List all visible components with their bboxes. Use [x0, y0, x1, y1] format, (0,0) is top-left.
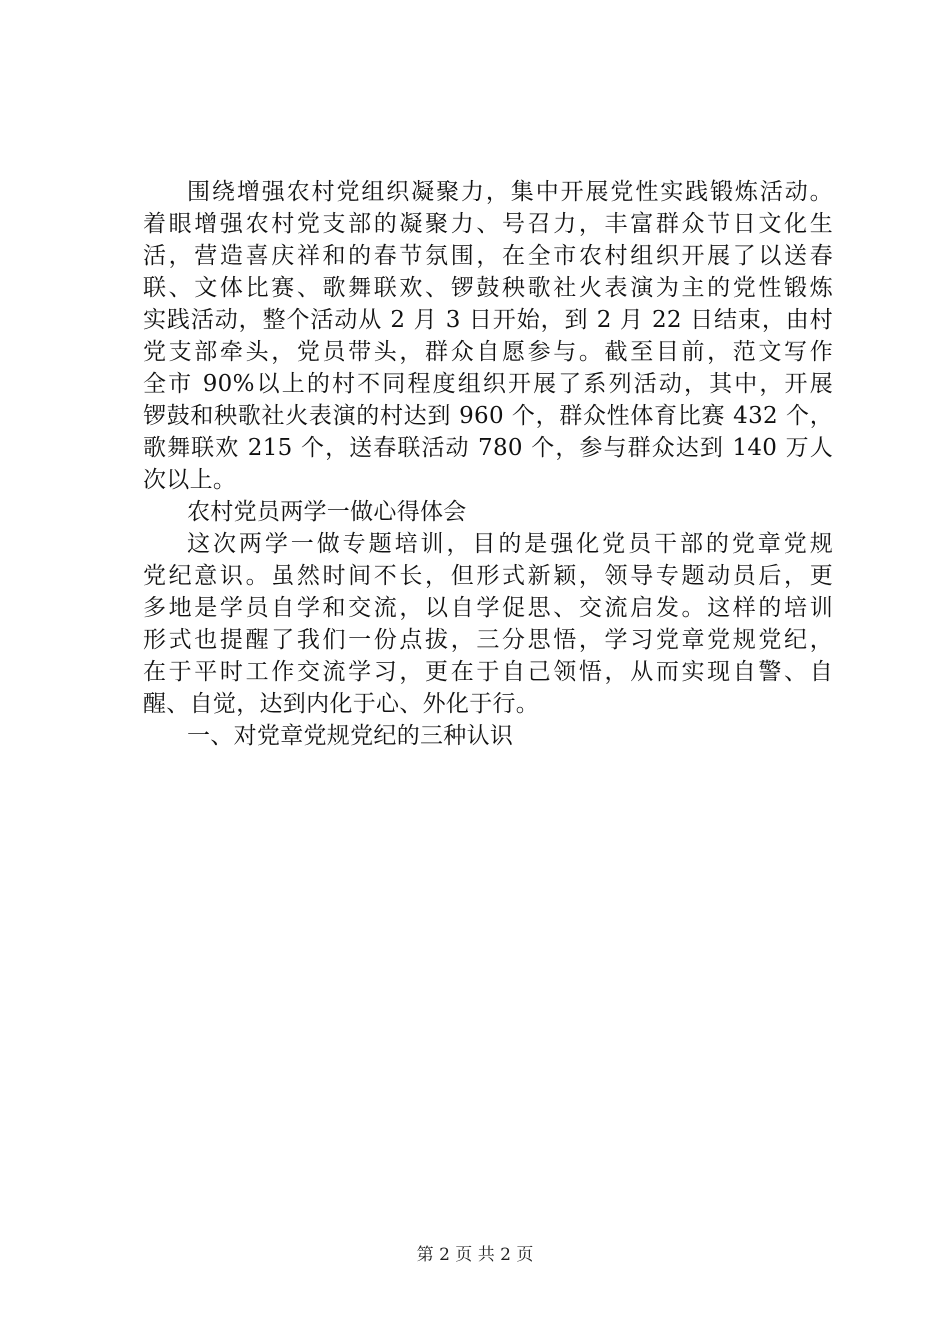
subsection-heading	[143, 720, 833, 752]
text-line: 全市 90%以上的村不同程度组织开展了系列活动，其中，开展	[143, 371, 833, 397]
paragraph-training	[143, 528, 833, 720]
text-line: 这次两学一做专题培训，目的是强化党员干部的党章党规	[187, 531, 833, 557]
text-line: 着眼增强农村党支部的凝聚力、号召力，丰富群众节日文化生	[143, 211, 833, 237]
text-line: 在于平时工作交流学习，更在于自己领悟，从而实现自警、自	[143, 659, 833, 685]
heading-line: 农村党员两学一做心得体会	[187, 499, 467, 525]
text-line: 党纪意识。虽然时间不长，但形式新颖，领导专题动员后，更	[143, 563, 833, 589]
text-line: 围绕增强农村党组织凝聚力，集中开展党性实践锻炼活动。	[187, 179, 833, 205]
text-line: 次以上。	[143, 467, 237, 493]
text-line: 多地是学员自学和交流，以自学促思、交流启发。这样的培训	[143, 595, 833, 621]
heading-line: 一、对党章党规党纪的三种认识	[187, 723, 514, 749]
text-line: 形式也提醒了我们一份点拔，三分思悟，学习党章党规党纪，	[143, 627, 833, 653]
text-line: 醒、自觉，达到内化于心、外化于行。	[143, 691, 540, 717]
text-line: 活，营造喜庆祥和的春节氛围，在全市农村组织开展了以送春	[143, 243, 833, 269]
document-body	[143, 176, 833, 752]
text-line: 党支部牵头，党员带头，群众自愿参与。截至目前，范文写作	[143, 339, 833, 365]
text-line: 实践活动，整个活动从 2 月 3 日开始，到 2 月 22 日结束，由村	[143, 307, 833, 333]
text-line: 联、文体比赛、歌舞联欢、锣鼓秧歌社火表演为主的党性锻炼	[143, 275, 833, 301]
page-footer: 第 2 页 共 2 页	[416, 1245, 534, 1265]
text-line: 歌舞联欢 215 个，送春联活动 780 个，参与群众达到 140 万人	[143, 435, 833, 461]
text-line: 锣鼓和秧歌社火表演的村达到 960 个，群众性体育比赛 432 个，	[143, 403, 833, 429]
section-heading	[143, 496, 833, 528]
paragraph-campaign	[143, 176, 833, 496]
